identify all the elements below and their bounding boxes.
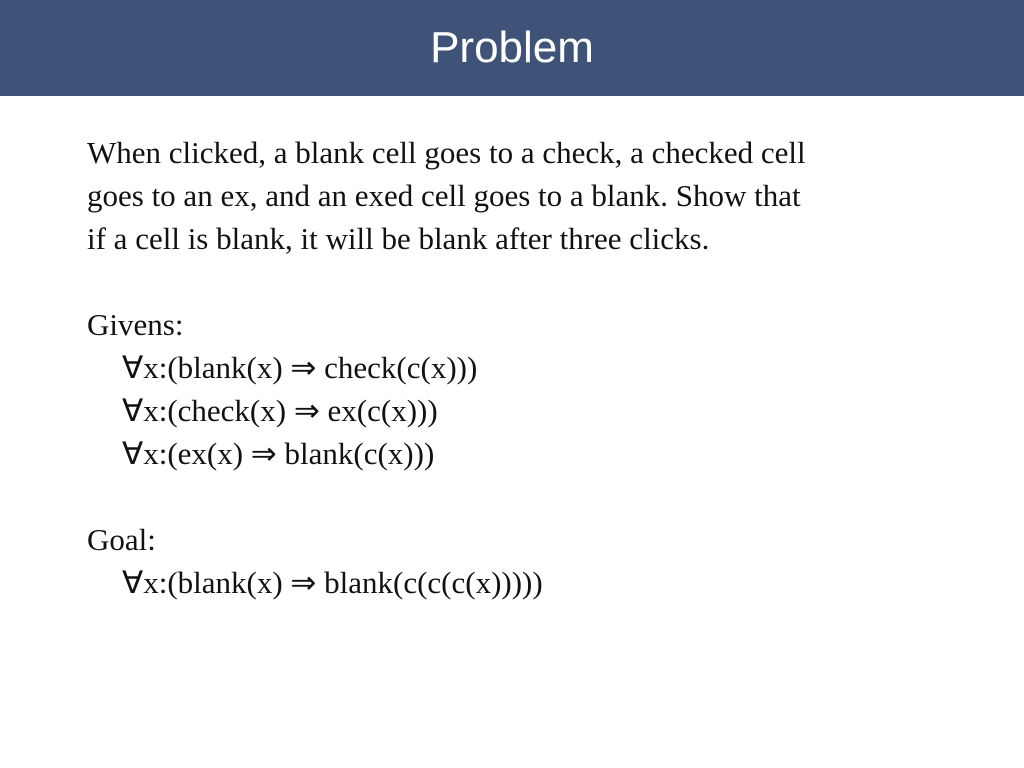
title-bar	[0, 0, 1024, 96]
goal-formula: ∀x:(blank(x) ⇒ blank(c(c(c(x)))))	[122, 565, 543, 600]
goal-heading: Goal:	[87, 522, 156, 557]
problem-line-2: goes to an ex, and an exed cell goes to a blank. Show that	[87, 178, 801, 213]
given-formula-3: ∀x:(ex(x) ⇒ blank(c(x)))	[122, 436, 435, 471]
slide-body	[87, 131, 967, 604]
problem-line-3: if a cell is blank, it will be blank after three clicks.	[87, 221, 710, 256]
problem-line-1: When clicked, a blank cell goes to a check, a checked cell	[87, 135, 806, 170]
givens-heading: Givens:	[87, 307, 184, 342]
slide-title: Problem	[430, 23, 594, 72]
given-formula-2: ∀x:(check(x) ⇒ ex(c(x)))	[122, 393, 438, 428]
given-formula-1: ∀x:(blank(x) ⇒ check(c(x)))	[122, 350, 478, 385]
